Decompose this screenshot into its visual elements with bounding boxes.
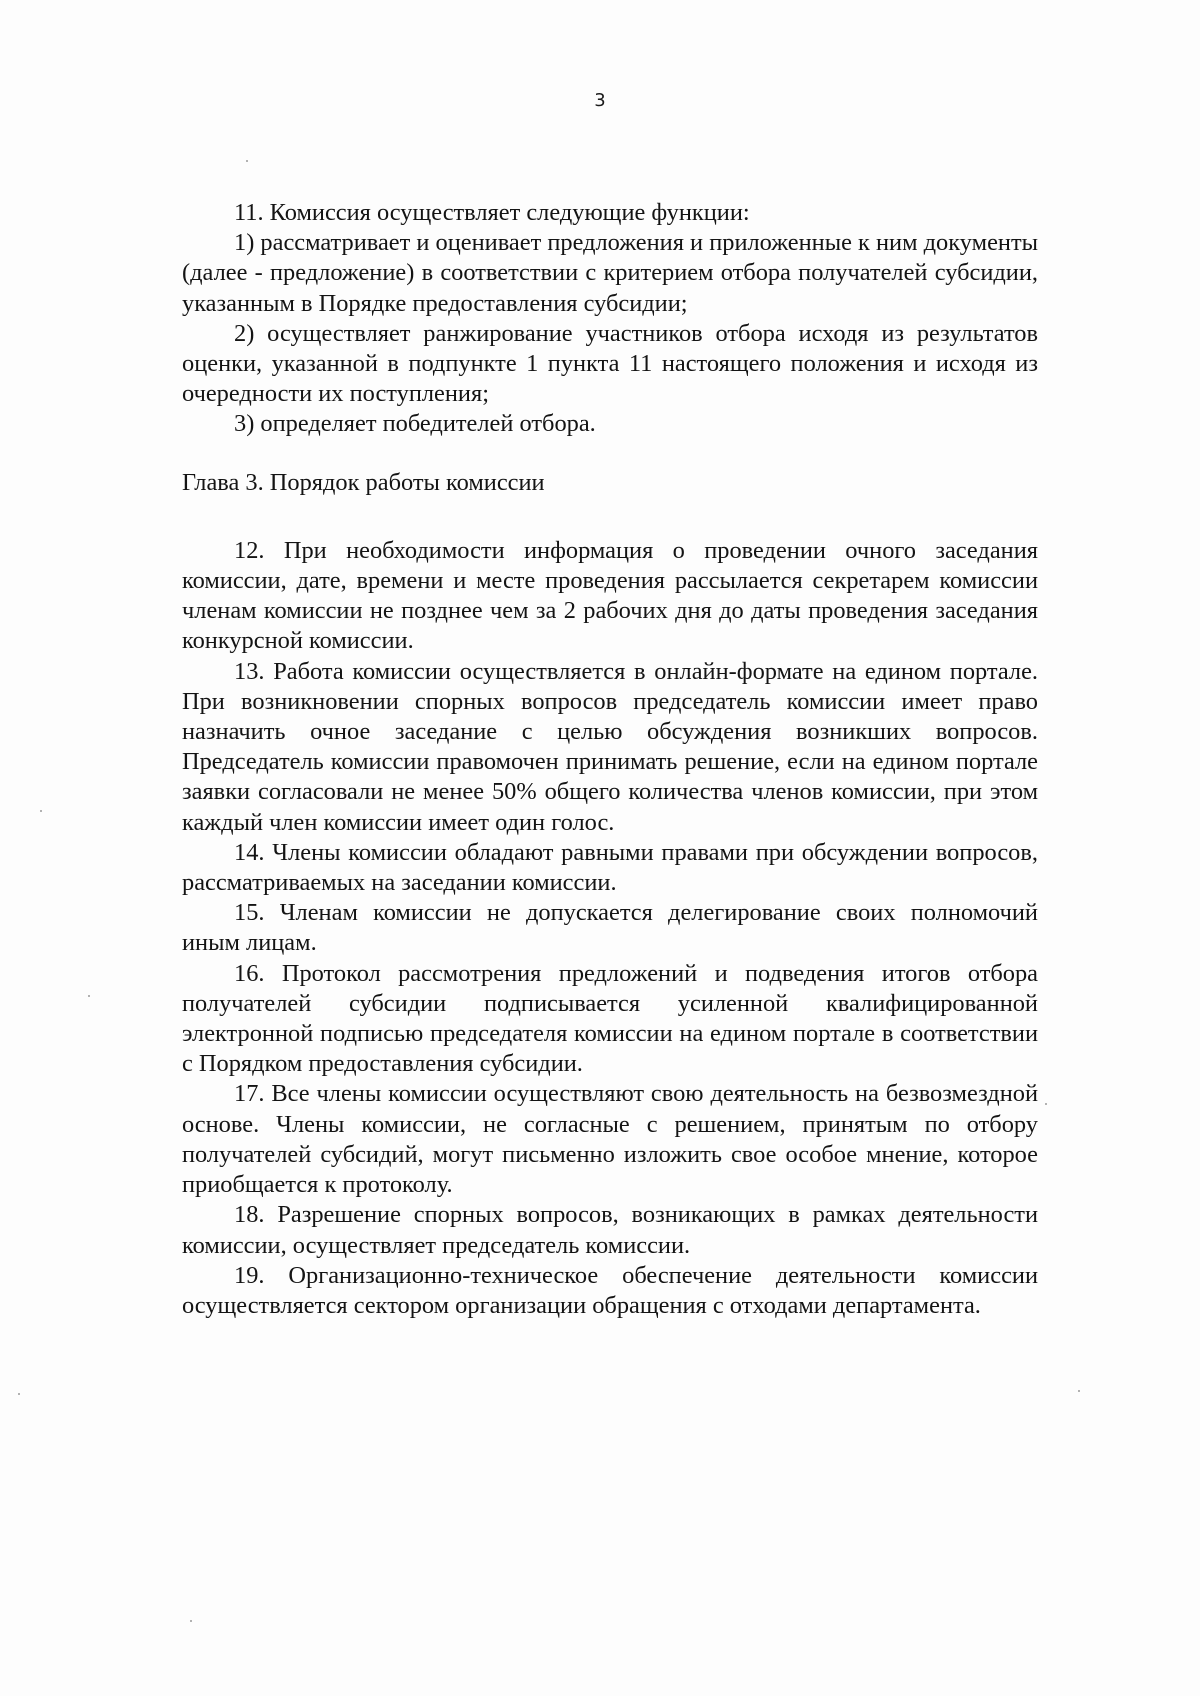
section-11-intro: 11. Комиссия осуществляет следующие функции:	[234, 199, 750, 226]
scan-speck	[246, 160, 248, 162]
paragraph-15: 15. Членам комиссии не допускается делегирование своих полномочий иным лицам.	[182, 899, 1038, 957]
scan-speck	[40, 810, 42, 812]
scan-speck	[1078, 1390, 1080, 1392]
paragraph-19: 19. Организационно-техническое обеспечение деятельности комиссии осуществляется сектором организации обращения с отходами департамента.	[182, 1261, 1038, 1319]
section-11-item-2: 2) осуществляет ранжирование участников отбора исходя из результатов оценки, указанной в подпункте 1 пункта 11 настоящего положения и исходя из очередности их поступления;	[182, 319, 1038, 408]
scan-speck	[18, 1393, 20, 1395]
document-body	[182, 198, 1038, 1321]
paragraph-17: 17. Все члены комиссии осуществляют свою деятельность на безвозмездной основе. Члены комиссии, не согласные с решением, принятым по отбору получателей субсидий, могут письменно изложить свое особое мнение, которое приобщается к протоколу.	[182, 1080, 1038, 1199]
paragraph-18: 18. Разрешение спорных вопросов, возникающих в рамках деятельности комиссии, осуществляет председатель комиссии.	[182, 1201, 1038, 1259]
chapter-title: Глава 3. Порядок работы комиссии	[182, 468, 545, 496]
page-number: 3	[594, 90, 606, 111]
paragraph-13: 13. Работа комиссии осуществляется в онлайн-формате на едином портале. При возникновении спорных вопросов председатель комиссии имеет право назначить очное заседание с целью обсуждения возникших вопросов. Председатель комиссии правомочен принимать решение, если на едином портале заявки согласовали не менее 50% общего количества членов комиссии, при этом каждый член комиссии имеет один голос.	[182, 657, 1038, 836]
paragraph-12: 12. При необходимости информация о проведении очного заседания комиссии, дате, времени и месте проведения рассылается секретарем комиссии членам комиссии не позднее чем за 2 рабочих дня до даты проведения заседания конкурсной комиссии.	[182, 536, 1038, 655]
scan-speck	[1045, 1103, 1047, 1105]
section-11-item-3: 3) определяет победителей отбора.	[234, 410, 596, 438]
paragraph-16: 16. Протокол рассмотрения предложений и подведения итогов отбора получателей субсидии подписывается усиленной квалифицированной электронной подписью председателя комиссии на едином портале в соответствии с Порядком предоставления субсидии.	[182, 959, 1038, 1078]
paragraph-14: 14. Члены комиссии обладают равными правами при обсуждении вопросов, рассматриваемых на заседании комиссии.	[182, 838, 1038, 897]
section-11	[182, 198, 1038, 440]
section-11-item-1: 1) рассматривает и оценивает предложения и приложенные к ним документы (далее - предложение) в соответствии с критерием отбора получателей субсидии, указанным в Порядке предоставления субсидии;	[182, 229, 1038, 317]
scan-speck	[88, 995, 90, 997]
chapter-3-body	[182, 536, 1038, 1321]
scan-speck	[190, 1620, 192, 1622]
